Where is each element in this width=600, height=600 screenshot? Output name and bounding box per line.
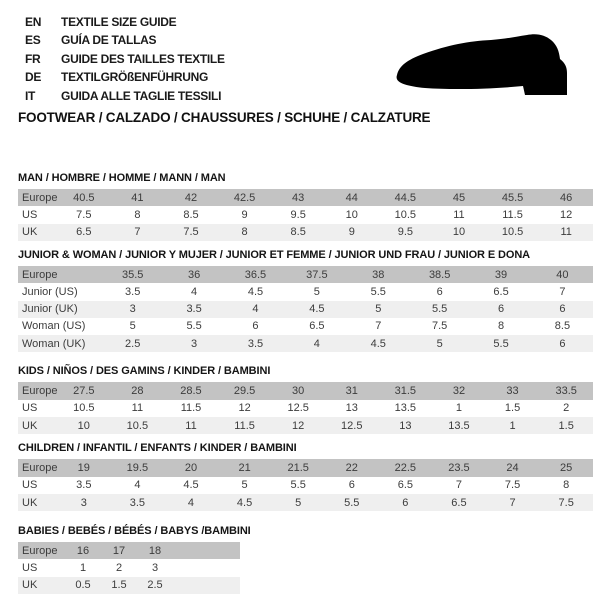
size-cell: 10 (57, 417, 111, 434)
row-label-cell: Woman (UK) (18, 335, 102, 352)
size-cell: 30 (271, 382, 325, 399)
language-code: DE (25, 70, 42, 85)
size-cell: 9.5 (290, 208, 306, 221)
size-cell: 28.5 (164, 382, 218, 399)
size-cell: 9 (241, 208, 248, 221)
size-cell: 43 (271, 189, 325, 206)
size-cell: 5.5 (186, 320, 202, 333)
size-cell: 37.5 (286, 266, 347, 283)
size-cell: 12.5 (287, 402, 309, 415)
size-table-header-row (18, 459, 593, 476)
size-cell: 38.5 (409, 266, 470, 283)
row-label-cell: Europe (18, 542, 65, 559)
size-cell: 6 (532, 301, 593, 318)
size-cell: 1.5 (101, 577, 137, 594)
size-cell: 6.5 (397, 479, 413, 492)
size-cell: 2 (115, 562, 123, 575)
language-row (25, 13, 600, 31)
size-cell: 5.5 (470, 335, 531, 352)
size-table-row (18, 301, 593, 318)
language-guide-label: TEXTILE SIZE GUIDE (61, 15, 177, 29)
row-label-cell: US (22, 479, 38, 492)
size-cell: 33.5 (539, 382, 593, 399)
size-table-section (18, 526, 600, 594)
size-cell: 3.5 (76, 479, 92, 492)
size-cell: 1.5 (504, 402, 521, 415)
size-cell: 10.5 (73, 402, 95, 415)
size-cell: 18 (137, 542, 173, 559)
size-cell: 11.5 (218, 417, 272, 434)
size-cell: 4.5 (218, 494, 272, 511)
size-cell: 3.5 (125, 285, 141, 298)
size-cell: 44.5 (379, 189, 433, 206)
size-cell: 3 (163, 335, 224, 352)
size-table-row (18, 283, 593, 300)
size-table-row (18, 224, 593, 241)
size-table-row (18, 559, 240, 576)
size-cell: 4.5 (348, 335, 409, 352)
size-table-section (18, 173, 600, 241)
size-cell: 2.5 (102, 335, 163, 352)
size-cell: 42 (164, 189, 218, 206)
size-cell: 13.5 (394, 402, 417, 415)
size-table-row (18, 335, 593, 352)
size-cell: 31.5 (379, 382, 433, 399)
size-cell: 8 (563, 479, 570, 492)
size-cell: 4 (191, 285, 198, 298)
size-cell: 33 (486, 382, 540, 399)
size-cell: 35.5 (102, 266, 163, 283)
size-cell: 6 (532, 335, 593, 352)
size-cell: 6.5 (493, 285, 509, 298)
size-table-title: KIDS / NIÑOS / DES GAMINS / KINDER / BAMBINI (18, 365, 271, 378)
row-label-cell: Europe (18, 189, 57, 206)
size-cell: 8.5 (554, 320, 571, 333)
size-cell: 23.5 (432, 459, 486, 476)
size-cell: 46 (539, 189, 593, 206)
size-cell: 7 (375, 320, 382, 333)
size-cell: 16 (65, 542, 101, 559)
size-cell: 5 (129, 320, 136, 333)
size-cell: 4 (164, 494, 218, 511)
row-label-cell: US (22, 208, 38, 221)
size-cell: 32 (432, 382, 486, 399)
size-cell: 8 (218, 224, 272, 241)
size-cell: 4.5 (247, 285, 264, 298)
size-cell: 6 (348, 479, 355, 492)
size-table-section (18, 366, 600, 434)
size-cell: 7.5 (76, 208, 92, 221)
size-cell: 13 (345, 402, 358, 415)
size-cell: 6 (436, 285, 443, 298)
size-cell: 11.5 (180, 402, 202, 415)
size-cell: 3 (102, 301, 163, 318)
row-label-cell: US (22, 562, 38, 575)
size-cell: 11 (164, 417, 218, 434)
size-cell: 3 (151, 562, 159, 575)
size-cell: 5 (313, 285, 320, 298)
filler-cell (173, 559, 240, 576)
size-cell: 29.5 (218, 382, 272, 399)
size-cell: 6.5 (57, 224, 111, 241)
size-cell: 8 (497, 320, 505, 333)
size-table-row (18, 206, 593, 223)
size-cell: 7.5 (539, 494, 593, 511)
size-cell: 8.5 (271, 224, 325, 241)
size-table-row (18, 494, 593, 511)
size-cell: 4 (225, 301, 286, 318)
row-label-cell: UK (18, 417, 57, 434)
size-cell: 17 (101, 542, 137, 559)
size-cell: 4 (286, 335, 347, 352)
size-cell: 12 (238, 402, 251, 415)
size-cell: 11 (539, 224, 593, 241)
language-code: ES (25, 33, 41, 48)
size-cell: 5 (241, 479, 248, 492)
row-label-cell: Junior (UK) (18, 301, 102, 318)
size-cell: 0.5 (65, 577, 101, 594)
size-cell: 7 (486, 494, 540, 511)
size-cell: 3.5 (111, 494, 165, 511)
size-cell: 7.5 (432, 320, 448, 333)
size-cell: 3.5 (163, 301, 224, 318)
size-cell: 27.5 (57, 382, 111, 399)
size-cell: 2.5 (137, 577, 173, 594)
size-cell: 31 (325, 382, 379, 399)
size-cell: 5 (271, 494, 325, 511)
language-code: IT (25, 88, 36, 103)
size-cell: 24 (486, 459, 540, 476)
size-table-row (18, 477, 593, 494)
size-table (18, 382, 593, 434)
size-cell: 9.5 (379, 224, 433, 241)
row-label-cell: Woman (US) (22, 320, 86, 333)
size-cell: 1.5 (539, 417, 593, 434)
size-cell: 45.5 (486, 189, 540, 206)
language-code: EN (25, 15, 42, 29)
size-table-title: CHILDREN / INFANTIL / ENFANTS / KINDER / BAMBINI (18, 442, 297, 455)
size-cell: 5.5 (370, 285, 386, 298)
size-cell: 5.5 (409, 301, 470, 318)
row-label-cell: Europe (18, 266, 102, 283)
size-table-header-row (18, 542, 240, 559)
size-cell: 6 (470, 301, 531, 318)
size-cell: 44 (325, 189, 379, 206)
size-cell: 7.5 (504, 479, 521, 492)
filler-cell (173, 577, 240, 594)
row-label-cell: Europe (18, 459, 57, 476)
size-cell: 12 (560, 208, 573, 221)
size-cell: 5.5 (290, 479, 306, 492)
size-table-title: JUNIOR & WOMAN / JUNIOR Y MUJER / JUNIOR ET FEMME / JUNIOR UND FRAU / JUNIOR E DONA (18, 248, 531, 261)
size-cell: 10.5 (111, 417, 165, 434)
language-guide-label: GUÍA DE TALLAS (61, 33, 157, 48)
size-cell: 4 (134, 479, 141, 492)
size-cell: 36.5 (225, 266, 286, 283)
size-cell: 11.5 (502, 208, 523, 221)
size-cell: 21.5 (271, 459, 325, 476)
size-cell: 20 (164, 459, 218, 476)
size-cell: 6 (379, 494, 433, 511)
size-table-header-row (18, 189, 593, 206)
size-cell: 1 (455, 402, 463, 415)
size-cell: 39 (470, 266, 531, 283)
size-cell: 4.5 (286, 301, 347, 318)
size-table (18, 542, 240, 594)
size-cell: 6 (252, 320, 259, 333)
size-cell: 12.5 (325, 417, 379, 434)
language-code: FR (25, 51, 41, 66)
language-guide-label: GUIDE DES TAILLES TEXTILE (61, 51, 225, 66)
size-cell: 10 (432, 224, 486, 241)
size-table-header-row (18, 382, 593, 399)
size-cell: 28 (111, 382, 165, 399)
size-cell: 9 (325, 224, 379, 241)
shoe-icon (393, 33, 571, 101)
size-cell: 10.5 (394, 208, 417, 221)
size-table-section (18, 250, 600, 352)
row-label-cell: US (22, 402, 38, 415)
size-cell: 13.5 (432, 417, 486, 434)
size-cell: 22 (325, 459, 379, 476)
size-cell: 10 (345, 208, 358, 221)
size-cell: 25 (539, 459, 593, 476)
size-cell: 5.5 (325, 494, 379, 511)
row-label-cell: Europe (18, 382, 57, 399)
size-cell: 21 (218, 459, 272, 476)
size-cell: 12 (271, 417, 325, 434)
size-cell: 13 (379, 417, 433, 434)
size-cell: 6.5 (432, 494, 486, 511)
size-cell: 7 (559, 285, 566, 298)
size-cell: 7.5 (164, 224, 218, 241)
size-cell: 10.5 (486, 224, 540, 241)
size-cell: 11 (131, 402, 144, 415)
size-table-header-row (18, 266, 593, 283)
size-tables (18, 173, 600, 594)
size-cell: 7 (455, 479, 463, 492)
size-cell: 19 (57, 459, 111, 476)
size-table (18, 459, 593, 511)
size-cell: 45 (432, 189, 486, 206)
size-cell: 22.5 (379, 459, 433, 476)
size-cell: 1 (79, 562, 87, 575)
row-label-cell: UK (18, 494, 57, 511)
size-table (18, 266, 593, 352)
size-cell: 38 (348, 266, 409, 283)
size-table-row (18, 318, 593, 335)
size-cell: 3.5 (225, 335, 286, 352)
row-label-cell: Junior (US) (22, 285, 78, 298)
size-cell: 40 (532, 266, 593, 283)
size-cell: 5 (348, 301, 409, 318)
size-cell: 41 (111, 189, 165, 206)
size-cell: 2 (563, 402, 570, 415)
size-table-title: MAN / HOMBRE / HOMME / MANN / MAN (18, 172, 226, 185)
size-cell: 4.5 (183, 479, 199, 492)
size-table-section (18, 443, 600, 511)
size-cell: 8.5 (183, 208, 199, 221)
size-cell: 7 (111, 224, 165, 241)
size-cell: 11 (453, 208, 465, 221)
size-cell: 36 (163, 266, 224, 283)
size-cell: 19.5 (111, 459, 165, 476)
filler-cell (173, 542, 240, 559)
size-table-row (18, 577, 240, 594)
row-label-cell: UK (18, 224, 57, 241)
size-cell: 40.5 (57, 189, 111, 206)
size-table-row (18, 400, 593, 417)
size-cell: 8 (134, 208, 141, 221)
size-table (18, 189, 593, 241)
language-guide-label: TEXTILGRÖßENFÜHRUNG (61, 70, 209, 85)
size-cell: 42.5 (218, 189, 272, 206)
size-table-title: BABIES / BEBÉS / BÉBÉS / BABYS /BAMBINI (18, 525, 251, 538)
language-guide-label: GUIDA ALLE TAGLIE TESSILI (61, 88, 222, 103)
size-cell: 6.5 (309, 320, 325, 333)
category-heading: FOOTWEAR / CALZADO / CHAUSSURES / SCHUHE / CALZATURE (18, 110, 431, 126)
size-table-row (18, 417, 593, 434)
size-cell: 5 (409, 335, 470, 352)
size-cell: 1 (486, 417, 540, 434)
row-label-cell: UK (18, 577, 65, 594)
size-cell: 3 (57, 494, 111, 511)
